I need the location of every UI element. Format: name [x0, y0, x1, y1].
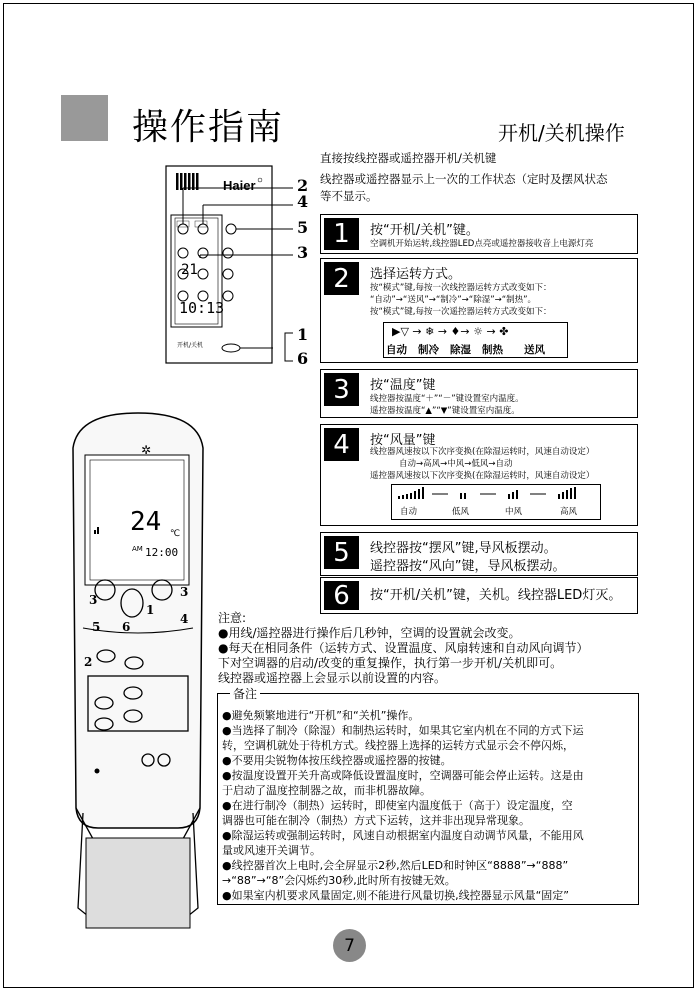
step-text: 按“模式”键,每按一次遥控器运转方式改变如下： [370, 307, 552, 317]
step-text: 遥控器风速按以下次序变换(在除湿运转时，风速自动设定） [370, 471, 595, 481]
step-text: 遥控器按温度“▲”“▼”键设置室内温度。 [370, 406, 520, 416]
remark-line: ●在进行制冷（制热）运转时，即使室内温度低于（高于）设定温度，空 [222, 799, 573, 812]
wired-lcd-clock: 10:13 [179, 299, 225, 317]
mode-label: 除湿 [450, 344, 471, 356]
mode-label: 制热 [482, 344, 503, 356]
step-6 [320, 577, 638, 614]
step-number: 4 [324, 428, 359, 461]
step-2 [320, 258, 638, 363]
mode-label: 自动 [386, 344, 407, 356]
remarks-heading: 备注 [230, 685, 260, 702]
intro-line-3: 等不显示。 [320, 189, 378, 203]
page-subtitle: 开机/关机操作 [498, 121, 625, 145]
remote-callout-2: 2 [84, 655, 93, 669]
step-number: 3 [324, 373, 359, 406]
mode-label: 送风 [524, 344, 545, 356]
remote-callout-3a: 3 [89, 593, 98, 607]
remote-callout-1: 1 [146, 603, 155, 617]
step-3 [320, 369, 638, 418]
intro-line-2: 线控器或遥控器显示上一次的工作状态（定时及摆风状态 [320, 172, 608, 186]
step-number: 6 [324, 581, 359, 610]
sun-icon: ✲ [141, 443, 152, 457]
remark-line: 于启动了温度控制器之故，而非机器故障。 [222, 784, 431, 797]
mode-cycle-icons: ▶▽ → ❄ → ♦→ ☼ → ✤ [392, 325, 509, 338]
header-block [61, 95, 108, 141]
brand-logo: Haier [223, 178, 256, 193]
speed-label: 高风 [560, 507, 578, 517]
speed-label: 低风 [452, 507, 470, 517]
mode-cycle-diagram [383, 322, 568, 358]
step-title: 按“开机/关机”键，关机。线控器LED灯灭。 [370, 588, 622, 603]
remark-line: ●当选择了制冷（除湿）和制热运转时，如果其它室内机在不同的方式下运 [222, 724, 584, 737]
notes-line: 线控器或遥控器上会显示以前设置的内容。 [218, 671, 447, 685]
step-title: 按“风量”键 [370, 433, 436, 448]
speed-label: 自动 [400, 507, 418, 517]
remark-line: ●线控器首次上电时,会全屏显示2秒,然后LED和时钟区“8888”→“888” [222, 859, 569, 872]
callout-1: 1 [297, 325, 309, 344]
callout-5: 5 [297, 218, 309, 237]
notes-line: 下对空调器的启动/改变的重复操作，执行第一步开机/关机即可。 [218, 656, 563, 670]
remote-lcd-clock: 12:00 [145, 546, 179, 559]
remark-line: ●如果室内机要求风量固定,则不能进行风量切换,线控器显示风量“固定” [222, 889, 569, 902]
step-text: 自动→高风→中风→低风→自动 [399, 459, 513, 469]
remark-line: 量或风速开关调节。 [222, 844, 321, 857]
fan-speed-bars [392, 485, 602, 503]
page-title: 操作指南 [132, 107, 285, 148]
step-title-2: 遥控器按“风向”键，导风板摆动。 [370, 559, 566, 574]
step-5 [320, 532, 638, 576]
callout-2: 2 [297, 176, 309, 195]
remark-line: ●避免频繁地进行“开机”和“关机”操作。 [222, 709, 420, 722]
step-number: 5 [324, 536, 359, 569]
wired-lcd-temp: 21 [181, 262, 198, 278]
step-4 [320, 424, 638, 526]
notes-heading: 注意: [218, 611, 247, 625]
callout-6: 6 [297, 349, 309, 368]
callout-4: 4 [297, 192, 309, 211]
remark-line: 转，空调机就处于待机方式。线控器上选择的运转方式显示会不停闪烁， [222, 739, 574, 752]
remote-callout-6: 6 [122, 620, 131, 634]
remote-lcd-temp: 24 [130, 507, 162, 537]
remote-control-illustration [68, 408, 213, 933]
remote-callout-5: 5 [92, 620, 101, 634]
notes-line: ●用线/遥控器进行操作后几秒钟，空调的设置就会改变。 [218, 626, 521, 640]
remote-lcd-am: AM [132, 545, 143, 553]
remark-line: →“88”→“8”会闪烁约30秒,此时所有按键无效。 [222, 874, 456, 887]
remark-line: ●按温度设置开关升高或降低设置温度时，空调器可能会停止运转。这是由 [222, 769, 584, 782]
step-text: 线控器风速按以下次序变换(在除湿运转时，风速自动设定） [370, 447, 595, 457]
step-text: 线控器按温度“＋”“－”键设置室内温度。 [370, 394, 524, 404]
remark-line: ●除湿运转或强制运转时，风速自动根据室内温度自动调节风量，不能用风 [222, 829, 584, 842]
fan-speed-diagram [391, 484, 601, 520]
mode-label: 制冷 [418, 344, 439, 356]
step-1 [320, 214, 638, 254]
notes-line: ●每天在相同条件（运转方式、设置温度、风扇转速和自动风向调节） [218, 641, 589, 655]
step-title: 按“开机/关机”键。 [370, 223, 479, 238]
callout-3: 3 [297, 243, 309, 262]
step-title: 线控器按“摆风”键,导风板摆动。 [370, 541, 557, 556]
wired-controller-illustration [165, 165, 310, 373]
page-number: 7 [333, 929, 366, 962]
remark-line: 调器也可能在制冷（制热）方式下运转，这并非出现异常现象。 [222, 814, 530, 827]
intro-line-1: 直接按线控器或遥控器开机/关机键 [320, 151, 497, 165]
step-text: 空调机开始运转,线控器LED点亮或遥控器接收音上电源灯亮 [370, 239, 594, 249]
step-number: 2 [324, 262, 359, 295]
onoff-label: 开机/关机 [177, 342, 204, 349]
step-title: 按“温度”键 [370, 378, 436, 393]
step-text: 按“模式”键,每按一次线控器运转方式改变如下： [370, 283, 552, 293]
step-text: “自动”→“送风”→“制冷”→“除湿”→“制热”。 [370, 295, 537, 305]
remark-line: ●不要用尖锐物体按压线控器或遥控器的按键。 [222, 754, 452, 767]
step-title: 选择运转方式。 [370, 267, 462, 282]
speed-label: 中风 [505, 507, 523, 517]
step-number: 1 [324, 218, 359, 250]
remote-lcd-unit: ℃ [170, 529, 181, 539]
remote-callout-3b: 3 [180, 585, 189, 599]
remarks-box [217, 687, 639, 905]
remote-callout-4: 4 [180, 612, 189, 626]
